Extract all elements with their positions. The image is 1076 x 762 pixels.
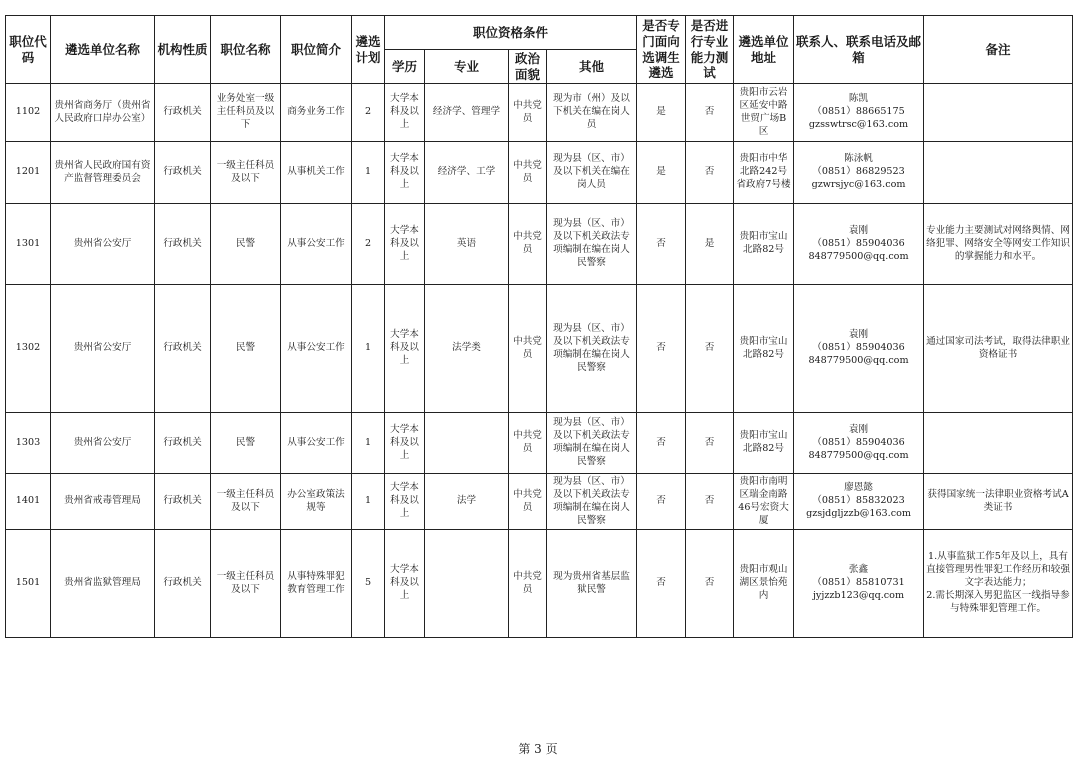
- contact-phone: （0851）85904036: [812, 237, 905, 249]
- cell-politics: 中共党员: [509, 474, 547, 530]
- cell-address: 贵阳市云岩区延安中路世贸广场B区: [734, 84, 794, 142]
- cell-notes: 专业能力主要测试对网络舆情、网络犯罪、网络安全等网安工作知识的掌握能力和水平。: [924, 204, 1073, 285]
- cell-code: 1102: [6, 84, 51, 142]
- cell-ability-test: 否: [686, 142, 734, 204]
- contact-email: gzsswtrsc@163.com: [808, 119, 909, 131]
- header-edu: 学历: [385, 50, 425, 84]
- cell-position: 业务处室一级主任科员及以下: [211, 84, 281, 142]
- header-politics: 政治面貌: [509, 50, 547, 84]
- cell-unit: 贵州省公安厅: [51, 285, 155, 413]
- cell-other: 现为县（区、市）及以下机关政法专项编制在编在岗人民警察: [547, 204, 637, 285]
- table-row: [6, 142, 1073, 204]
- cell-quota: 2: [352, 84, 385, 142]
- cell-code: 1201: [6, 142, 51, 204]
- cell-notes: [924, 413, 1073, 474]
- cell-edu: 大学本科及以上: [385, 474, 425, 530]
- cell-intro: 从事公安工作: [281, 204, 352, 285]
- header-ability-test: 是否进行专业能力测试: [686, 16, 734, 84]
- cell-org-type: 行政机关: [155, 84, 211, 142]
- cell-major: [425, 413, 509, 474]
- contact-email: 848779500@qq.com: [808, 449, 909, 461]
- cell-address: 贵阳市宝山北路82号: [734, 413, 794, 474]
- table-row: [6, 530, 1073, 638]
- header-position: 职位名称: [211, 16, 281, 84]
- cell-notes: 1.从事监狱工作5年及以上，具有直接管理男性罪犯工作经历和较强文字表达能力； 2.需长期深入男犯监区一线指导参与特殊罪犯管理工作。: [924, 530, 1073, 638]
- cell-position: 一级主任科员及以下: [211, 142, 281, 204]
- cell-politics: 中共党员: [509, 204, 547, 285]
- cell-position: 一级主任科员及以下: [211, 474, 281, 530]
- cell-other: 现为县（区、市）及以下机关政法专项编制在编在岗人民警察: [547, 413, 637, 474]
- header-contact: 联系人、联系电话及邮箱: [794, 16, 924, 84]
- cell-politics: 中共党员: [509, 142, 547, 204]
- contact-name: 袁刚: [848, 329, 869, 341]
- header-org-type: 机构性质: [155, 16, 211, 84]
- cell-contact: [794, 204, 924, 285]
- header-other: 其他: [547, 50, 637, 84]
- cell-edu: 大学本科及以上: [385, 530, 425, 638]
- cell-other: 现为县（区、市）及以下机关政法专项编制在编在岗人民警察: [547, 285, 637, 413]
- cell-targeted: 否: [637, 204, 686, 285]
- contact-phone: （0851）85904036: [812, 436, 905, 448]
- cell-ability-test: 否: [686, 474, 734, 530]
- cell-edu: 大学本科及以上: [385, 84, 425, 142]
- cell-contact: [794, 530, 924, 638]
- cell-quota: 1: [352, 285, 385, 413]
- cell-notes: 获得国家统一法律职业资格考试A类证书: [924, 474, 1073, 530]
- cell-edu: 大学本科及以上: [385, 285, 425, 413]
- cell-notes: [924, 142, 1073, 204]
- cell-edu: 大学本科及以上: [385, 204, 425, 285]
- cell-address: 贵阳市宝山北路82号: [734, 285, 794, 413]
- table-row: [6, 84, 1073, 142]
- header-major: 专业: [425, 50, 509, 84]
- contact-name: 袁刚: [848, 224, 869, 236]
- contact-name: 陈泳帆: [844, 153, 873, 165]
- cell-unit: 贵州省公安厅: [51, 413, 155, 474]
- cell-targeted: 是: [637, 142, 686, 204]
- cell-targeted: 否: [637, 530, 686, 638]
- cell-org-type: 行政机关: [155, 204, 211, 285]
- cell-major: 法学: [425, 474, 509, 530]
- contact-email: jyjzzb123@qq.com: [812, 590, 905, 602]
- cell-intro: 从事公安工作: [281, 285, 352, 413]
- cell-org-type: 行政机关: [155, 474, 211, 530]
- header-notes: 备注: [924, 16, 1073, 84]
- contact-name: 陈凯: [848, 93, 869, 105]
- contact-name: 袁刚: [848, 423, 869, 435]
- contact-phone: （0851）88665175: [812, 106, 905, 118]
- cell-quota: 2: [352, 204, 385, 285]
- cell-ability-test: 否: [686, 530, 734, 638]
- cell-ability-test: 否: [686, 413, 734, 474]
- cell-position: 民警: [211, 204, 281, 285]
- cell-contact: [794, 413, 924, 474]
- cell-ability-test: 否: [686, 285, 734, 413]
- cell-major: 英语: [425, 204, 509, 285]
- cell-code: 1301: [6, 204, 51, 285]
- cell-politics: 中共党员: [509, 530, 547, 638]
- cell-major: [425, 530, 509, 638]
- cell-intro: 商务业务工作: [281, 84, 352, 142]
- cell-org-type: 行政机关: [155, 413, 211, 474]
- cell-politics: 中共党员: [509, 413, 547, 474]
- header-code: 职位代码: [6, 16, 51, 84]
- cell-other: 现为县（区、市）及以下机关在编在岗人员: [547, 142, 637, 204]
- cell-org-type: 行政机关: [155, 285, 211, 413]
- cell-code: 1501: [6, 530, 51, 638]
- cell-targeted: 否: [637, 474, 686, 530]
- cell-major: 经济学、管理学: [425, 84, 509, 142]
- cell-intro: 办公室政策法规等: [281, 474, 352, 530]
- cell-contact: [794, 285, 924, 413]
- cell-quota: 5: [352, 530, 385, 638]
- cell-other: 现为贵州省基层监狱民警: [547, 530, 637, 638]
- cell-contact: [794, 84, 924, 142]
- cell-address: 贵阳市宝山北路82号: [734, 204, 794, 285]
- cell-other: 现为市（州）及以下机关在编在岗人员: [547, 84, 637, 142]
- cell-quota: 1: [352, 413, 385, 474]
- cell-unit: 贵州省商务厅（贵州省人民政府口岸办公室）: [51, 84, 155, 142]
- header-unit: 遴选单位名称: [51, 16, 155, 84]
- cell-address: 贵阳市中华北路242号省政府7号楼: [734, 142, 794, 204]
- cell-code: 1401: [6, 474, 51, 530]
- cell-code: 1303: [6, 413, 51, 474]
- contact-phone: （0851）86829523: [812, 166, 905, 178]
- contact-email: 848779500@qq.com: [808, 250, 909, 262]
- cell-unit: 贵州省监狱管理局: [51, 530, 155, 638]
- cell-ability-test: 否: [686, 84, 734, 142]
- cell-politics: 中共党员: [509, 84, 547, 142]
- cell-org-type: 行政机关: [155, 530, 211, 638]
- cell-edu: 大学本科及以上: [385, 142, 425, 204]
- cell-notes: 通过国家司法考试，取得法律职业资格证书: [924, 285, 1073, 413]
- cell-other: 现为县（区、市）及以下机关政法专项编制在编在岗人民警察: [547, 474, 637, 530]
- cell-targeted: 是: [637, 84, 686, 142]
- cell-targeted: 否: [637, 285, 686, 413]
- contact-name: 廖恩懿: [844, 482, 873, 494]
- table-row: [6, 285, 1073, 413]
- header-qualifications: 职位资格条件: [385, 16, 637, 50]
- cell-quota: 1: [352, 142, 385, 204]
- cell-intro: 从事特殊罪犯教育管理工作: [281, 530, 352, 638]
- cell-major: 法学类: [425, 285, 509, 413]
- header-quota: 遴选计划: [352, 16, 385, 84]
- contact-phone: （0851）85832023: [812, 495, 905, 507]
- cell-quota: 1: [352, 474, 385, 530]
- table-row: [6, 413, 1073, 474]
- cell-intro: 从事公安工作: [281, 413, 352, 474]
- cell-unit: 贵州省公安厅: [51, 204, 155, 285]
- contact-phone: （0851）85904036: [812, 342, 905, 354]
- contact-name: 张鑫: [848, 564, 869, 576]
- cell-contact: [794, 474, 924, 530]
- cell-org-type: 行政机关: [155, 142, 211, 204]
- table-row: [6, 474, 1073, 530]
- cell-notes: [924, 84, 1073, 142]
- cell-politics: 中共党员: [509, 285, 547, 413]
- table-row: [6, 204, 1073, 285]
- cell-code: 1302: [6, 285, 51, 413]
- contact-email: gzwrsjyc@163.com: [811, 179, 906, 191]
- header-intro: 职位简介: [281, 16, 352, 84]
- cell-position: 民警: [211, 285, 281, 413]
- contact-email: 848779500@qq.com: [808, 355, 909, 367]
- cell-address: 贵阳市南明区瑞金南路46号宏资大厦: [734, 474, 794, 530]
- cell-edu: 大学本科及以上: [385, 413, 425, 474]
- contact-email: gzsjdgljzzb@163.com: [806, 508, 911, 520]
- header-address: 遴选单位地址: [734, 16, 794, 84]
- cell-address: 贵阳市观山湖区景怡苑内: [734, 530, 794, 638]
- header-targeted: 是否专门面向选调生遴选: [637, 16, 686, 84]
- cell-ability-test: 是: [686, 204, 734, 285]
- cell-contact: [794, 142, 924, 204]
- cell-unit: 贵州省戒毒管理局: [51, 474, 155, 530]
- cell-intro: 从事机关工作: [281, 142, 352, 204]
- cell-position: 民警: [211, 413, 281, 474]
- cell-major: 经济学、工学: [425, 142, 509, 204]
- recruitment-table: [5, 15, 1073, 638]
- page-number: 第 3 页: [518, 742, 558, 756]
- contact-phone: （0851）85810731: [812, 577, 905, 589]
- cell-targeted: 否: [637, 413, 686, 474]
- cell-position: 一级主任科员及以下: [211, 530, 281, 638]
- cell-unit: 贵州省人民政府国有资产监督管理委员会: [51, 142, 155, 204]
